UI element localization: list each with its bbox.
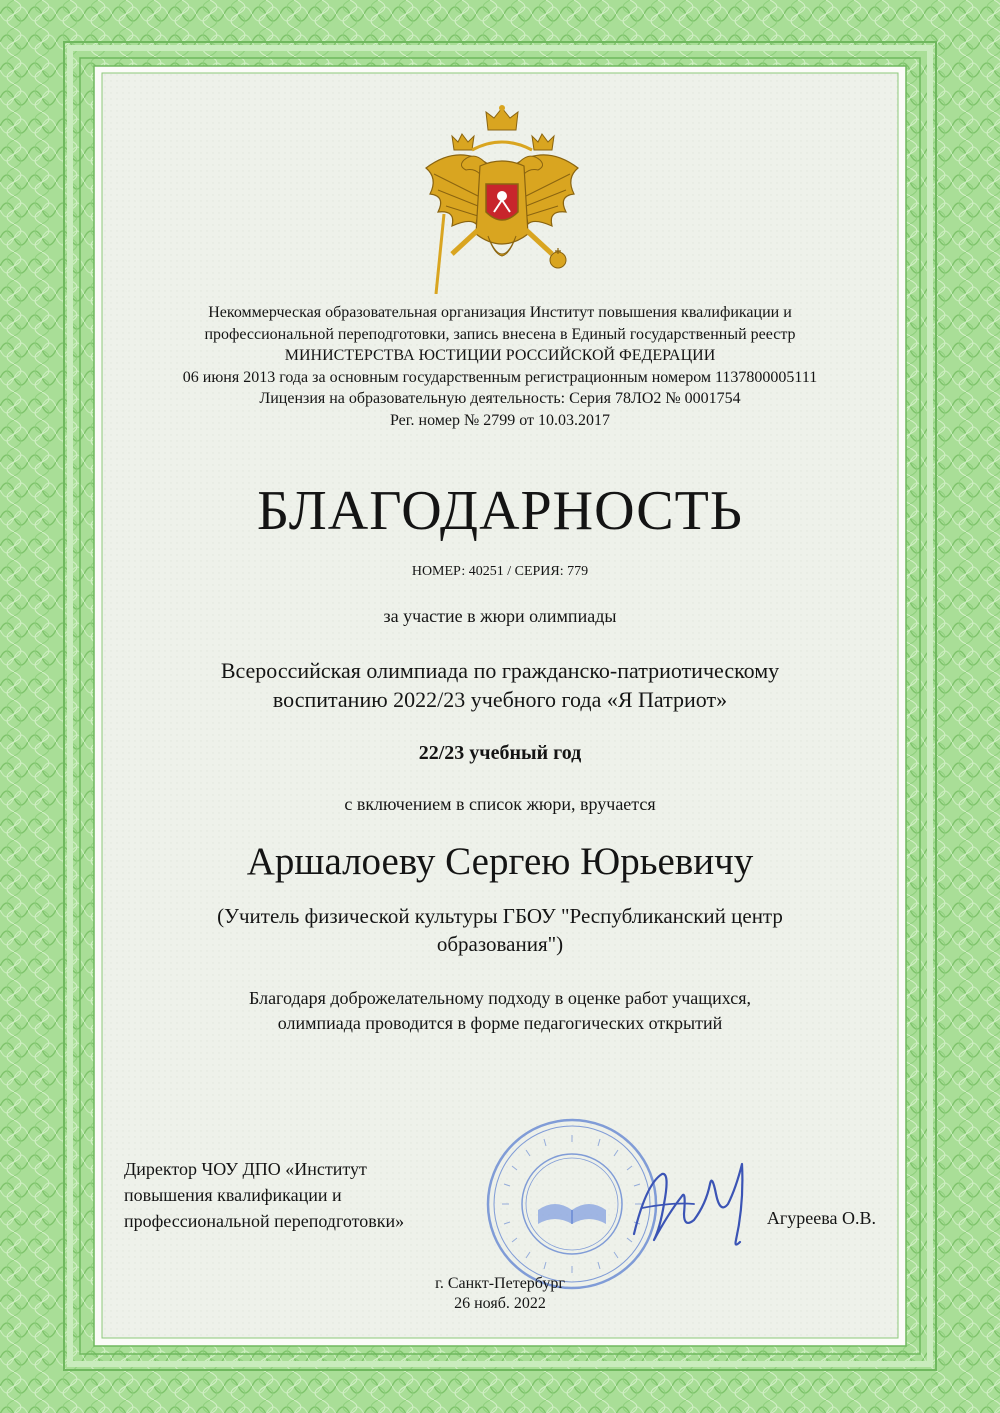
place-and-date bbox=[104, 1274, 896, 1314]
org-info-line: Некоммерческая образовательная организация Институт повышения квалификации и bbox=[208, 304, 792, 321]
inclusion-text: с включением в список жюри, вручается bbox=[344, 794, 656, 814]
recipient-position-line: образования") bbox=[436, 932, 564, 956]
recipient-name: Аршалоеву Сергею Юрьевичу bbox=[246, 840, 754, 883]
certificate-number: НОМЕР: 40251 / СЕРИЯ: 779 bbox=[411, 564, 589, 579]
recipient-position bbox=[104, 902, 896, 958]
director-title-line: повышения квалификации и bbox=[124, 1185, 342, 1205]
org-info-line: Лицензия на образовательную деятельность: Серия 78ЛО2 № 0001754 bbox=[259, 390, 741, 407]
org-info-line: профессиональной переподготовки, запись внесена в Единый государственный реестр bbox=[204, 325, 796, 343]
gratitude-line: Благодаря доброжелательному подходу в оценке работ учащихся, bbox=[248, 988, 752, 1008]
org-info-line: МИНИСТЕРСТВА ЮСТИЦИИ РОССИЙСКОЙ ФЕДЕРАЦИИ bbox=[284, 347, 716, 364]
director-title bbox=[124, 1156, 484, 1234]
signer-name: Агуреева О.В. bbox=[766, 1208, 876, 1228]
certificate-title: БЛАГОДАРНОСТЬ bbox=[257, 480, 743, 542]
org-info-line: 06 июня 2013 года за основным государственным регистрационным номером 1137800005111 bbox=[182, 368, 818, 386]
russian-coat-of-arms-icon bbox=[418, 104, 586, 294]
olympiad-name bbox=[104, 656, 896, 714]
olympiad-name-line: воспитанию 2022/23 учебного года «Я Патриот» bbox=[272, 687, 728, 712]
gratitude-line: олимпиада проводится в форме педагогических открытий bbox=[277, 1013, 723, 1033]
recipient-position-line: (Учитель физической культуры ГБОУ "Республиканский центр bbox=[217, 904, 783, 928]
olympiad-name-line: Всероссийская олимпиада по гражданско-патриотическому bbox=[220, 658, 780, 683]
director-title-line: профессиональной переподготовки» bbox=[124, 1211, 405, 1231]
signature-icon bbox=[624, 1144, 764, 1254]
org-info-line: Рег. номер № 2799 от 10.03.2017 bbox=[389, 411, 611, 429]
city: г. Санкт-Петербург bbox=[435, 1275, 565, 1292]
certificate-content bbox=[104, 74, 896, 1336]
academic-year: 22/23 учебный год bbox=[418, 742, 582, 764]
gratitude-text bbox=[104, 986, 896, 1036]
organization-info bbox=[104, 302, 896, 431]
director-title-line: Директор ЧОУ ДПО «Институт bbox=[124, 1159, 367, 1179]
issue-date: 26 нояб. 2022 bbox=[454, 1295, 546, 1312]
award-purpose: за участие в жюри олимпиады bbox=[383, 606, 617, 626]
